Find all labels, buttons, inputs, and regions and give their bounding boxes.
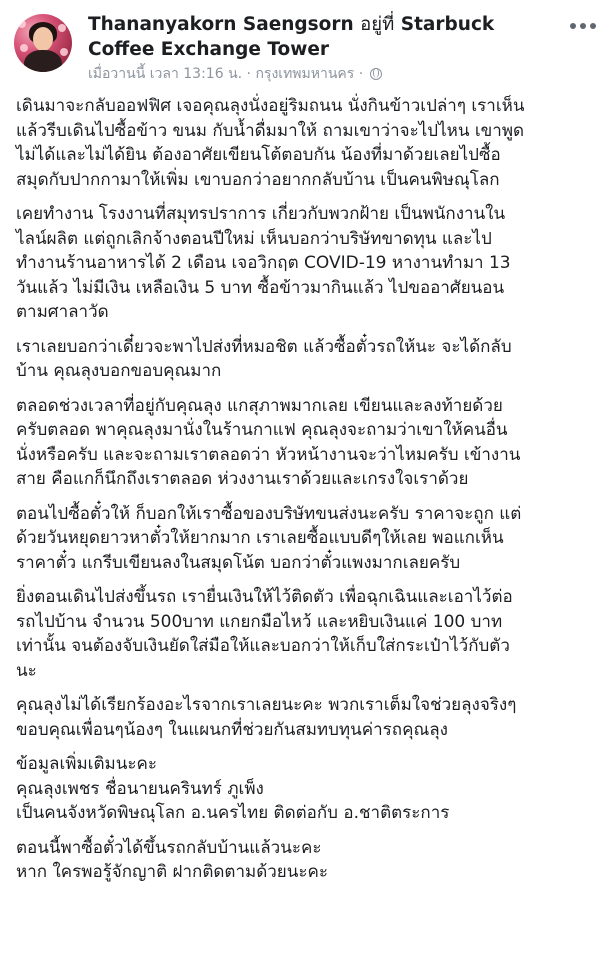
avatar-decoration [58, 24, 66, 32]
avatar-decoration [18, 20, 26, 28]
globe-icon[interactable] [370, 68, 382, 80]
post-paragraph: ยิ่งตอนเดินไปส่งขึ้นรถ เรายื่นเงินให้ไว้ติดตัว เพื่อฉุกเฉินและเอาไว้ต่อ รถไปบ้าน จำนวน 500บาท แกยกมือไหว้ และหยิบเงินแค่ 100 บาท เท่านั้น จนต้องจับเงินยัดใส่มือให้และบอกว่าให้เก็บใส่กระเป๋าไว้กับตัว นะ [16, 587, 513, 681]
post-meta [88, 64, 382, 84]
meta-separator: · [358, 66, 364, 82]
avatar-decoration [20, 44, 28, 52]
post-paragraph: เดินมาจะกลับออฟฟิศ เจอคุณลุงนั่งอยู่ริมถนน นั่งกินข้าวเปล่าๆ เราเห็น แล้วรีบเดินไปซื้อข้าว ขนม กับน้ำดื่มมาให้ ถามเขาว่าจะไปไหน เขาพูด ไม่ได้และไม่ได้ยิน ต้องอาศัยเขียนโต้ตอบกัน น้องที่มาด้วยเลยไปซื้อ สมุดกับปากกามาให้เพิ่ม เขาบอกว่าอยากกลับบ้าน เป็นคนพิษณุโลก [16, 96, 525, 190]
avatar-face [33, 27, 53, 51]
author-avatar[interactable] [14, 14, 72, 72]
at-label: อยู่ที่ [360, 14, 395, 35]
post-timestamp[interactable]: เมื่อวานนี้ เวลา 13:16 น. [88, 66, 243, 82]
post-paragraph: คุณลุงไม่ได้เรียกร้องอะไรจากเราเลยนะคะ พวกเราเต็มใจช่วยลุงจริงๆ ขอบคุณเพื่อนๆน้องๆ ในแผนกที่ช่วยกันสมทบทุนค่ารถคุณลุง [16, 695, 517, 740]
author-line [88, 12, 558, 62]
post-paragraph: เคยทำงาน โรงงานที่สมุทรปราการ เกี่ยวกับพวกฝ้าย เป็นพนักงานใน ไลน์ผลิต แต่ถูกเลิกจ้างตอนปีใหม่ เห็นบอกว่าบริษัทขาดทุน และไป ทำงานร้านอาหารได้ 2 เดือน เจอวิกฤต COVID-19 หางานทำมา 13 วันแล้ว ไม่มีเงิน เหลือเงิน 5 บาท ซื้อข้าวมากินแล้ว ไปขออาศัยนอน ตามศาลาวัด [16, 204, 511, 322]
post-paragraph: ข้อมูลเพิ่มเติมนะคะ คุณลุงเพชร ชื่อนายนครินทร์ ภูเพ็ง เป็นคนจังหวัดพิษณุโลก อ.นครไทย ติดต่อกับ อ.ชาติตระการ [16, 754, 450, 823]
post-header [0, 0, 616, 92]
post-paragraph: ตอนไปซื้อตั๋วให้ ก็บอกให้เราซื้อของบริษัทขนส่งนะครับ ราคาจะถูก แต่ ด้วยวันหยุดยาวหาตั๋วให้ยากมาก เราเลยซื้อแบบดีๆให้เลย พอแกเห็น ราคาตั๋ว แกรีบเขียนลงในสมุดโน้ต บอกว่าตั๋วแพงมากเลยครับ [16, 503, 522, 573]
author-name-link[interactable]: Thananyakorn Saengsorn [88, 14, 354, 35]
meta-separator: · [246, 66, 251, 82]
post-paragraph: ตอนนี้พาซื้อตั๋วได้ขึ้นรถกลับบ้านแล้วนะคะ หาก ใครพอรู้จักญาติ ฝากติดตามด้วยนะคะ [16, 837, 329, 882]
location-link[interactable]: Starbuck Coffee Exchange Tower [88, 14, 495, 60]
post-body [16, 94, 604, 895]
post-paragraph: เราเลยบอกว่าเดี๋ยวจะพาไปส่งที่หมอชิต แล้วซื้อตั๋วรถให้นะ จะได้กลับ บ้าน คุณลุงบอกขอบคุณมาก [16, 336, 512, 381]
avatar-decoration [60, 48, 68, 56]
post-city[interactable]: กรุงเทพมหานคร [255, 66, 355, 82]
post-paragraph: ตลอดช่วงเวลาที่อยู่กับคุณลุง แกสุภาพมากเลย เขียนและลงท้ายด้วย ครับตลอด พาคุณลุงมานั่งในร้านกาแฟ คุณลุงจะถามว่าเขาให้คนอื่น นั่งหรือครับ และจะถามเราตลอดว่า หัวหน้างานจะว่าไหมครับ เข้างาน สาย คือแกก็นึกถึงเราตลอด ห่วงงานเราด้วยและเกรงใจเราด้วย [16, 395, 521, 489]
ellipsis-icon[interactable] [566, 16, 602, 36]
avatar-body [24, 50, 62, 72]
